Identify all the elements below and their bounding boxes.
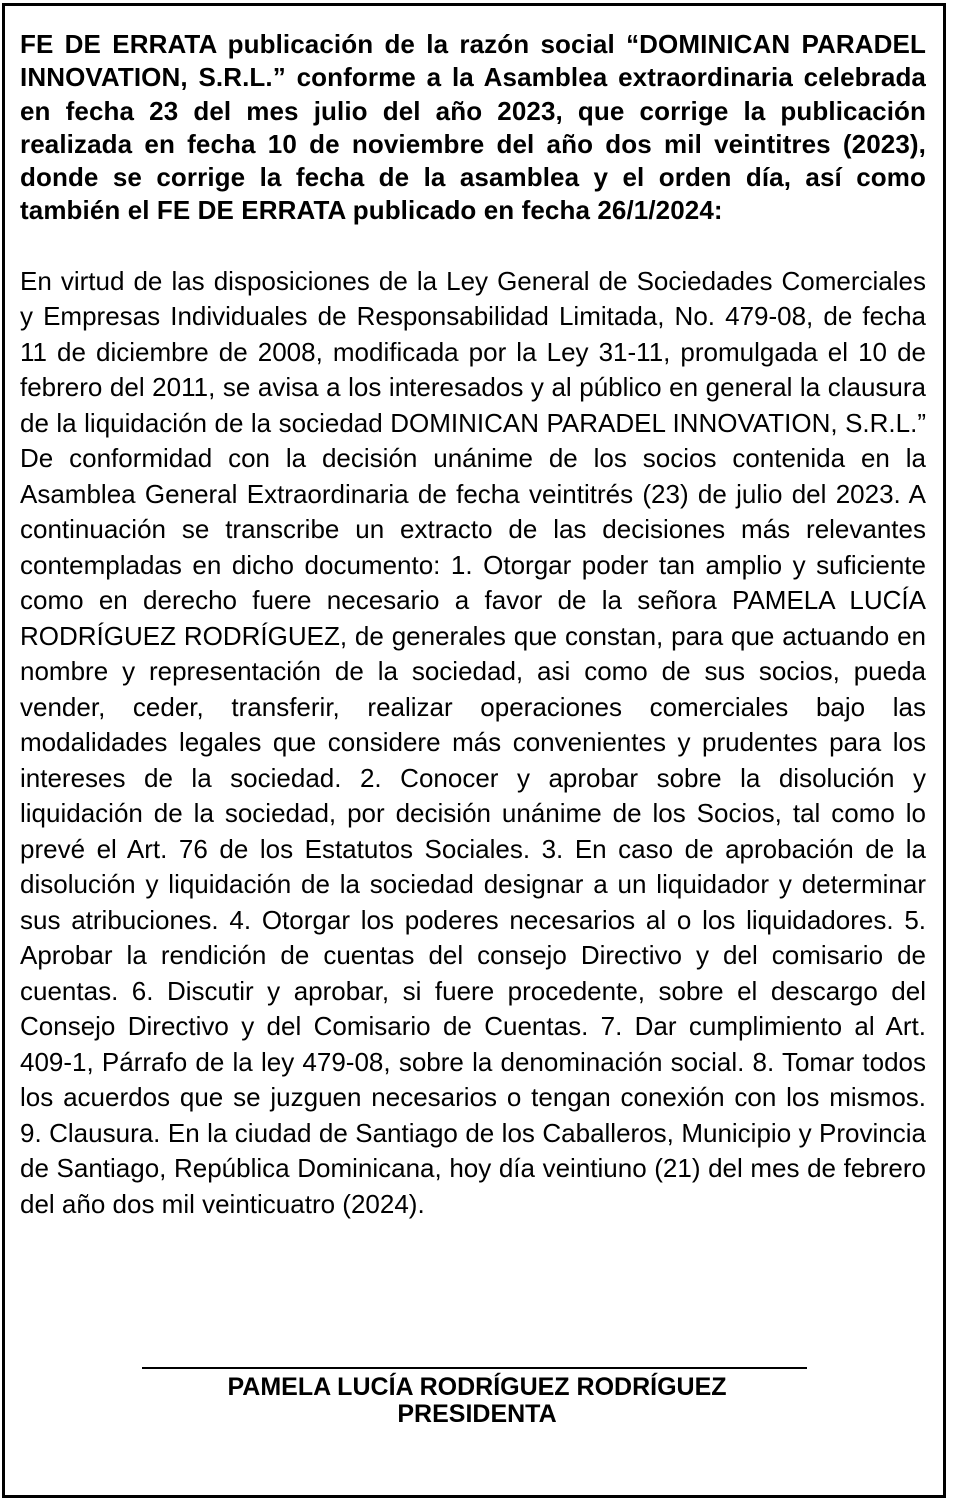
signatory-title: PRESIDENTA — [397, 1400, 557, 1428]
notice-heading: FE DE ERRATA publicación de la razón social “DOMINICAN PARADEL INNOVATION, S.R.L.” conforme a la Asamblea extraordinaria celebrada en fecha 23 del mes julio del año 2023, que corrige la publicación realizada en fecha 10 de noviembre del año dos mil veintitres (2023), donde se corrige la fecha de la asamblea y el orden día, así como también el FE DE ERRATA publicado en fecha 26/1/2024: — [20, 29, 926, 226]
notice-body: En virtud de las disposiciones de la Ley General de Sociedades Comerciales y Empresas Individuales de Responsabilidad Limitada, No. 479-08, de fecha 11 de diciembre de 2008, modificada por la Ley 31-11, promulgada el 10 de febrero del 2011, se avisa a los interesados y al público en general la clausura de la liquidación de la sociedad DOMINICAN PARADEL INNOVATION, S.R.L.” De conformidad con la decisión unánime de los socios contenida en la Asamblea General Extraordinaria de fecha veintitrés (23) de julio del 2023. A continuación se transcribe un extracto de las decisiones más relevantes contempladas en dicho documento: 1. Otorgar poder tan amplio y suficiente como en derecho fuere necesario a favor de la señora PAMELA LUCÍA RODRÍGUEZ RODRÍGUEZ, de generales que constan, para que actuando en nombre y representación de la sociedad, asi como de sus socios, pueda vender, ceder, transferir, realizar operaciones comerciales bajo las modalidades legales que considere más convenientes y prudentes para los intereses de la sociedad. 2. Conocer y aprobar sobre la disolución y liquidación de la sociedad, por decisión unánime de los Socios, tal como lo prevé el Art. 76 de los Estatutos Sociales. 3. En caso de aprobación de la disolución y liquidación de la sociedad designar a un liquidador y determinar sus atribuciones. 4. Otorgar los poderes necesarios al o los liquidadores. 5. Aprobar la rendición de cuentas del consejo Directivo y del comisario de cuentas. 6. Discutir y aprobar, si fuere procedente, sobre el descargo del Consejo Directivo y del Comisario de Cuentas. 7. Dar cumplimiento al Art. 409-1, Párrafo de la ley 479-08, sobre la denominación social. 8. Tomar todos los acuerdos que se juzguen necesarios o tengan conexión con los mismos. 9. Clausura. En la ciudad de Santiago de los Caballeros, Municipio y Provincia de Santiago, República Dominicana, hoy día veintiuno (21) del mes de febrero del año dos mil veinticuatro (2024). — [20, 265, 926, 1219]
signature-line — [142, 1367, 807, 1369]
notice-content — [20, 28, 926, 1222]
signatory-name: PAMELA LUCÍA RODRÍGUEZ RODRÍGUEZ — [227, 1373, 727, 1401]
